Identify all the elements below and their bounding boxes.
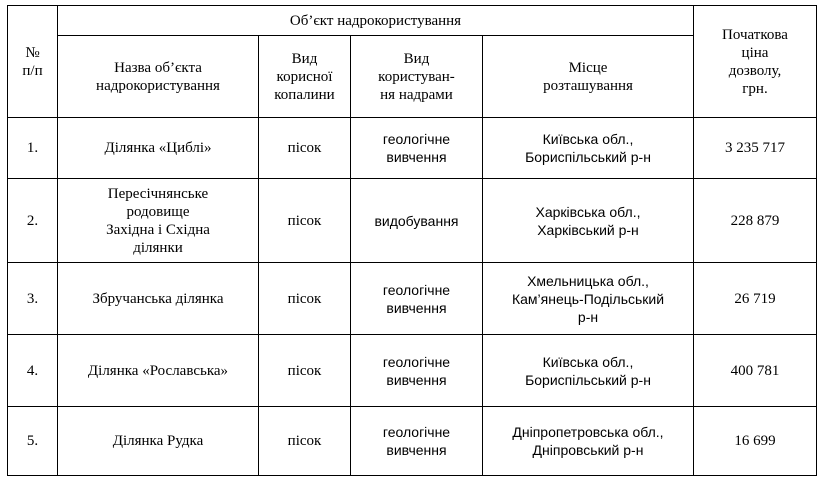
location: Київська обл., Бориспільський р-н — [483, 118, 694, 179]
row-number: 1. — [8, 118, 58, 179]
initial-price: 26 719 — [694, 263, 817, 335]
usage-type: геологічне вивчення — [351, 263, 483, 335]
row-number: 5. — [8, 407, 58, 476]
mineral-type: пісок — [259, 179, 351, 263]
row-number: 4. — [8, 335, 58, 407]
header-subsoil-object: Об’єкт надрокористування — [58, 6, 694, 36]
initial-price: 228 879 — [694, 179, 817, 263]
initial-price: 3 235 717 — [694, 118, 817, 179]
auction-objects-table — [7, 5, 817, 476]
mineral-type: пісок — [259, 263, 351, 335]
object-name: Ділянка «Рославська» — [58, 335, 259, 407]
header-object-name: Назва об’єкта надрокористування — [58, 36, 259, 118]
header-mineral-type: Вид корисної копалини — [259, 36, 351, 118]
table-row — [8, 179, 817, 263]
row-number: 3. — [8, 263, 58, 335]
object-name: Ділянка Рудка — [58, 407, 259, 476]
table-row — [8, 118, 817, 179]
header-location: Місце розташування — [483, 36, 694, 118]
location: Київська обл., Бориспільський р-н — [483, 335, 694, 407]
mineral-type: пісок — [259, 335, 351, 407]
location: Дніпропетровська обл., Дніпровський р-н — [483, 407, 694, 476]
table-row — [8, 407, 817, 476]
row-number: 2. — [8, 179, 58, 263]
header-initial-price: Початкова ціна дозволу, грн. — [694, 6, 817, 118]
initial-price: 400 781 — [694, 335, 817, 407]
usage-type: геологічне вивчення — [351, 118, 483, 179]
initial-price: 16 699 — [694, 407, 817, 476]
object-name: Пересічнянське родовище Західна і Східна ділянки — [58, 179, 259, 263]
location: Харківська обл., Харківський р-н — [483, 179, 694, 263]
header-number: № п/п — [8, 6, 58, 118]
object-name: Ділянка «Циблі» — [58, 118, 259, 179]
object-name: Збручанська ділянка — [58, 263, 259, 335]
header-row-group — [8, 6, 817, 36]
usage-type: геологічне вивчення — [351, 407, 483, 476]
mineral-type: пісок — [259, 407, 351, 476]
header-usage-type: Вид користуван- ня надрами — [351, 36, 483, 118]
usage-type: геологічне вивчення — [351, 335, 483, 407]
usage-type: видобування — [351, 179, 483, 263]
table-row — [8, 335, 817, 407]
mineral-type: пісок — [259, 118, 351, 179]
table-row — [8, 263, 817, 335]
location: Хмельницька обл., Кам’янець-Подільський р-н — [483, 263, 694, 335]
